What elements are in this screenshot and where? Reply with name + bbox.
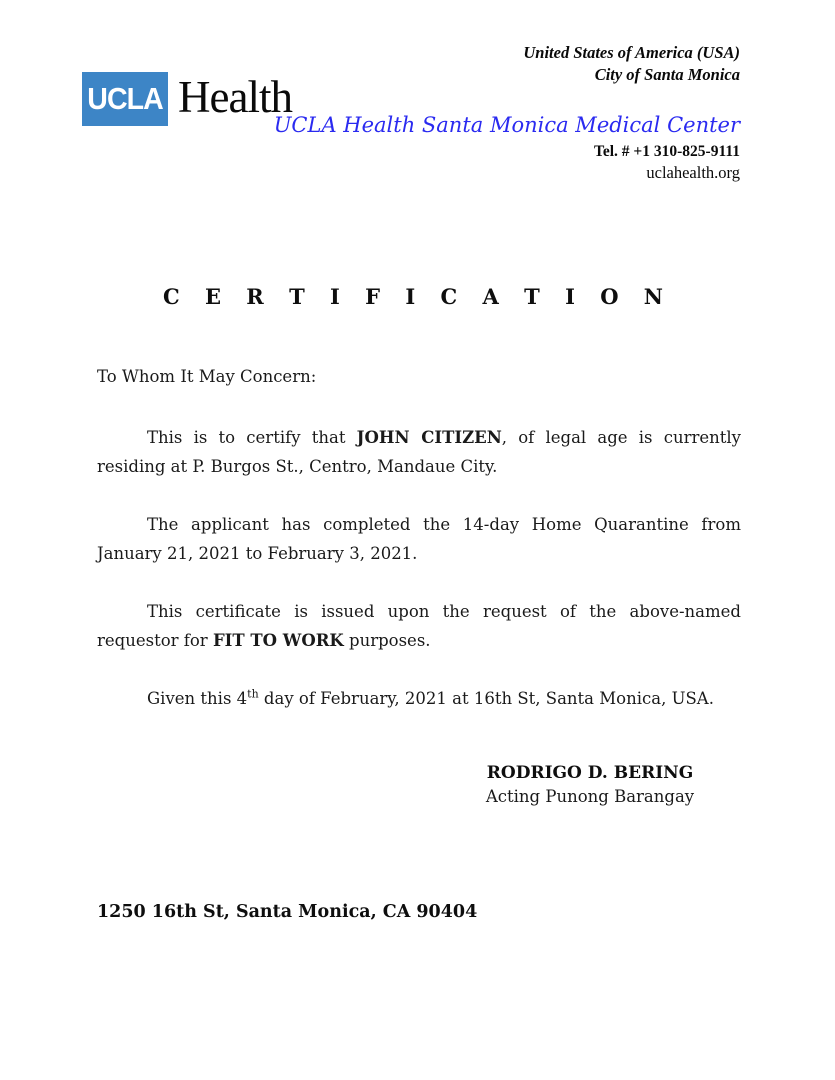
health-wordmark: Health: [178, 71, 292, 122]
p4-text-after: day of February, 2021 at 16th St, Santa Monica, USA.: [258, 688, 714, 708]
document-title: C E R T I F I C A T I O N: [162, 284, 673, 309]
p1-text-after: , of legal age is currently residing at P. Burgos St., Centro, Mandaue City.: [97, 427, 741, 476]
salutation: To Whom It May Concern:: [97, 367, 317, 386]
letterhead-city: City of Santa Monica: [594, 65, 740, 84]
ucla-logo-text: UCLA: [87, 81, 163, 116]
facility-name: UCLA Health Santa Monica Medical Center: [273, 113, 740, 137]
p4-text-before: Given this 4: [147, 688, 248, 708]
letterhead-country: United States of America (USA): [523, 43, 740, 62]
document-body: [97, 362, 741, 713]
signatory-name: RODRIGO D. BERING: [486, 763, 694, 783]
p3-text-after: purposes.: [343, 631, 431, 650]
signature-block: [455, 762, 725, 808]
p1-text-before: This is to certify that: [147, 427, 357, 447]
purpose-label: FIT TO WORK: [212, 631, 344, 650]
footer-address: 1250 16th St, Santa Monica, CA 90404: [97, 902, 478, 922]
letterhead-right-block: [220, 42, 740, 184]
p3-text-before: This certificate is issued upon the request of the above-named requestor for: [97, 601, 741, 650]
paragraph-certify: [97, 423, 741, 482]
citizen-name: JOHN CITIZEN: [356, 427, 502, 447]
paragraph-quarantine: The applicant has completed the 14-day Home Quarantine from January 21, 2021 to February 3, 2021.: [97, 514, 741, 563]
phone-number: Tel. # +1 310-825-9111: [593, 143, 740, 160]
signatory-title: Acting Punong Barangay: [485, 787, 695, 806]
ucla-logo-mark: [82, 72, 168, 126]
ordinal-suffix: th: [247, 687, 259, 700]
paragraph-given-date: [97, 684, 741, 714]
paragraph-purpose: [97, 597, 741, 656]
website-url: uclahealth.org: [646, 163, 740, 182]
